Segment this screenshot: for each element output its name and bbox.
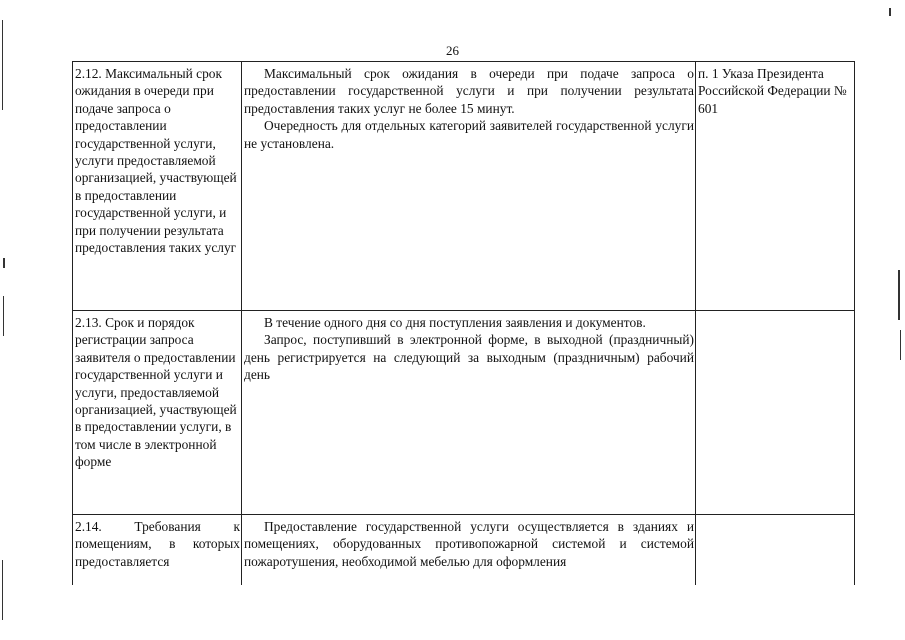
requirement-content-cell (242, 62, 696, 311)
scan-edge-mark (900, 330, 901, 360)
requirement-content-cell (242, 311, 696, 515)
legal-reference-cell (696, 311, 855, 515)
content-paragraph: Очередность для отдельных категорий заявителей государственной услуги не установлена. (244, 118, 694, 151)
page-number: 26 (446, 43, 459, 58)
regulation-table (72, 61, 855, 585)
legal-reference-cell (696, 62, 855, 311)
scan-edge-mark (2, 560, 3, 620)
content-paragraph: Максимальный срок ожидания в очереди при подаче запроса о предоставлении государственной услуги и при получении результата предоставления таких услуг не более 15 минут. (244, 66, 694, 116)
requirement-name-cell (73, 311, 242, 515)
table-row (73, 62, 855, 311)
content-paragraph: В течение одного дня со дня поступления заявления и документов. (264, 315, 646, 330)
content-paragraph: Предоставление государственной услуги осуществляется в зданиях и помещениях, оборудованных противопожарной системой и системой пожаротушения, необходимой мебелью для оформления (244, 519, 694, 569)
requirement-name: 2.13. Срок и порядок регистрации запроса заявителя о предоставлении государственной услуги и услуги, предоставляемой организацией, участвующей в предоставлении услуги, в том числе в электронной форме (75, 315, 237, 470)
table-row (73, 515, 855, 585)
scan-edge-mark (898, 270, 900, 320)
scan-edge-mark (2, 20, 3, 110)
legal-reference: п. 1 Указа Президента Российской Федерации № 601 (698, 66, 847, 116)
requirement-name: 2.14. Требования к помещениям, в которых предоставляется (75, 519, 240, 569)
scan-edge-mark (3, 296, 4, 336)
scan-edge-mark (889, 8, 891, 16)
requirement-content-cell (242, 515, 696, 585)
content-paragraph: Запрос, поступивший в электронной форме, в выходной (праздничный) день регистрируется на следующий за выходным (праздничным) рабочий день (244, 332, 694, 383)
requirement-name: 2.12. Максимальный срок ожидания в очереди при подаче запроса о предоставлении государственной услуги, услуги предоставляемой организацией, участвующей в предоставлении государственной услуги, и при получении результата предоставления таких услуг (75, 66, 237, 256)
requirement-name-cell (73, 515, 242, 585)
legal-reference-cell (696, 515, 855, 585)
requirement-name-cell (73, 62, 242, 311)
table-row (73, 311, 855, 515)
scan-edge-mark (3, 258, 5, 268)
